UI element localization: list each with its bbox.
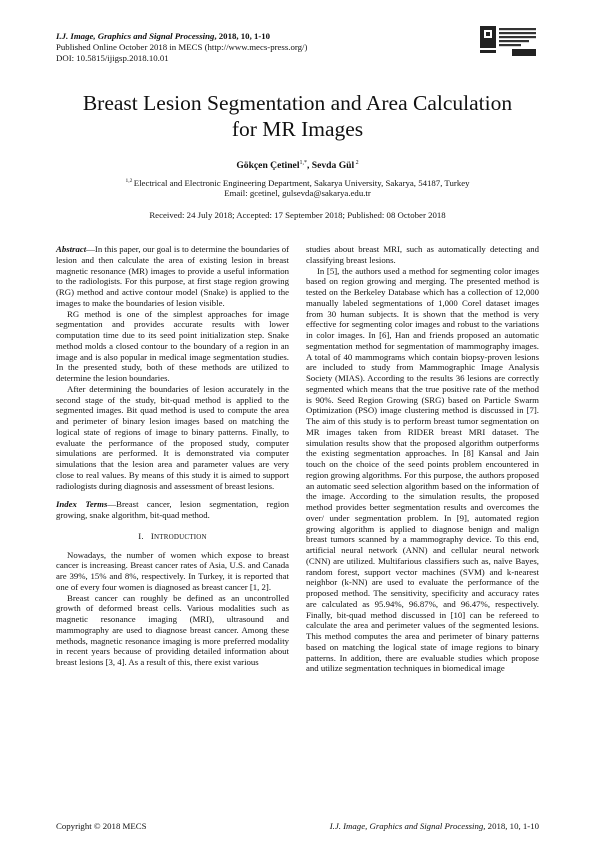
author-email: Email: gcetinel, gulsevda@sakarya.edu.tr bbox=[224, 188, 371, 198]
author-1-affil: 1,* bbox=[299, 160, 307, 166]
related-work-paragraph: In [5], the authors used a method for segmenting color images based on region growing and merging. The presented method is tested on the Berkeley Database which has a collection of 12,000 manually labeled segmentations of 1,000 Corel dataset images from 30 human subjects. It is shown that the method is very effective for segmenting color images and robust to the variations in color images. In [6], Han and friends proposed an automatic segmentation method for segmentation of mammography images. A total of 40 mammograms which contain biopsy-proven lesions are included to study from Mammographic Image Analysis Society (MIAS). According to the results 36 lesions are correctly segmented which means that the true positive rate of the method is 90%. Seed Region Growing (SRG) based on Particle Swarm Optimization (PSO) image clustering method is discussed in [7]. The aim of this study is to perform breast tumor segmentation on MR images taken from RIDER breast MRI dataset. The simulation results show that the proposed algorithm outperforms the existing segmentation approaches. In [8] Kansal and Jain touch on the choice of the seed points problem encountered in region growing algorithms. For this purpose, the authors proposed an automatic seed selection algorithm based on the information of the image. According to the simulation results, the proposed method provides better segmentation results and overcomes the over/ under segmentation problem. In [9], automated region growing algorithm is applied to diagnose benign and malign breast tumors scanned by a mammography device. To this end, artificial neural network (ANN) and cellular neural network (CNN) are utilized. Multifarious classifiers such as, naïve Bayes, random forest, support vector machines (SVM) and k-nearest neighbor (k-NN) are used to evaluate the performance of the proposed method. The sensitivity, specificity and accuracy rates are calculated as 95.94%, 96.87%, and 96.47%, respectively. Finally, bit-quad method discussed in [10] can be refereed to calculate the area and perimeter values of the segmented lesions. This method computes the area and perimeter of binary patterns based on matching the logical state of image regions to binary patterns. In addition, there are evaluable studies which propose and utilize segmentation techniques in biomedical image bbox=[306, 265, 539, 674]
section-title-initial: I bbox=[150, 530, 155, 541]
abstract-paragraph bbox=[56, 244, 289, 309]
section-title-rest: NTRODUCTION bbox=[154, 532, 207, 541]
affiliation-marker: 1,2 bbox=[125, 178, 134, 184]
section-numeral: I. bbox=[138, 530, 144, 541]
left-column bbox=[56, 244, 289, 668]
abstract-text-2: RG method is one of the simplest approaches for image segmentation and provides accurate results with lower computation time due to its seed point initialization step. Snake method molds a closed contour to the boundary of a region in an image and is also popular in medical image segmentation studies. In the presented study, both of these methods are utilized to determine the lesion boundaries. bbox=[56, 308, 289, 383]
index-terms-text: —Breast cancer, lesion segmentation, region growing, snake algorithm, bit-quad method. bbox=[56, 499, 289, 520]
footer-journal-issue: 2018, 10, 1-10 bbox=[485, 821, 539, 831]
index-terms-label: Index Terms bbox=[56, 499, 108, 510]
affiliation bbox=[60, 176, 535, 189]
intro-continued: studies about breast MRI, such as automatically detecting and classifying breast lesions. bbox=[306, 244, 539, 265]
author-separator: , bbox=[306, 160, 312, 172]
title-line-1: Breast Lesion Segmentation and Area Calculation bbox=[82, 91, 513, 115]
abstract-label: Abstract bbox=[56, 244, 87, 254]
author-list bbox=[60, 160, 535, 171]
intro-paragraph-2: Breast cancer can roughly be defined as an uncontrolled growth of deformed breast cells. Various modalities such as magnetic resonance imaging (MRI), ultrasound and mammography are used to diagnose breast cancer. Among these methods, magnetic resonance imaging is more preferred modality in recent years because of providing detailed information about breast lesions [3, 4]. As a result of this, there exist various bbox=[56, 592, 289, 667]
published-online: Published Online October 2018 in MECS (http://www.mecs-press.org/) bbox=[56, 42, 308, 52]
abstract-text-1: —In this paper, our goal is to determine the boundaries of lesion and then calculate the area of existing lesion in breast magnetic resonance (MR) images to provide a useful information to the radiologists. For this purpose, at first stage region growing (RG) method and active contour model (Snake) is applied to the images to make the boundaries of lesion visible. bbox=[56, 244, 289, 308]
affiliation-text: Electrical and Electronic Engineering Department, Sakarya University, Sakarya, 54187, Turkey bbox=[133, 177, 470, 188]
section-heading-introduction bbox=[56, 531, 289, 543]
title-line-2: for MR Images bbox=[231, 117, 364, 141]
footer-journal-name: I.J. Image, Graphics and Signal Processing, bbox=[329, 821, 486, 831]
journal-issue: , 2018, 10, 1-10 bbox=[214, 31, 271, 41]
footer-copyright: Copyright © 2018 MECS bbox=[56, 821, 147, 831]
intro-paragraph-1: Nowadays, the number of women which expose to breast cancer is increasing. Breast cancer rates of Asia, U.S. and Canada are 39%, 15% and 8%, respectively. In Turkey, it is reported that one of every four women is diagnosed as breast cancer [1, 2]. bbox=[56, 549, 289, 592]
journal-header bbox=[56, 31, 456, 64]
paper-title bbox=[40, 90, 555, 142]
submission-dates: Received: 24 July 2018; Accepted: 17 September 2018; Published: 08 October 2018 bbox=[149, 210, 446, 220]
index-terms bbox=[56, 499, 289, 521]
footer-journal bbox=[299, 821, 539, 831]
right-column bbox=[306, 244, 539, 674]
doi: DOI: 10.5815/ijigsp.2018.10.01 bbox=[56, 53, 169, 63]
journal-citation bbox=[56, 31, 456, 42]
journal-name: I.J. Image, Graphics and Signal Processing bbox=[56, 31, 215, 41]
mecs-logo bbox=[478, 24, 538, 66]
abstract-text-3: After determining the boundaries of lesion accurately in the second stage of the study, bit-quad method is applied to the segmented images. Bit quad method is used to compute the area and perimeter of binary lesion images based on matching the logical state of regions of image to binary patterns. Finally, to evaluate the performance of the proposed study, computer simulations are performed. It is demonstrated via computer simulations that the lesion area and parameter values are very close to real values. By means of this study it is aimed to support radiologists during diagnosis and assessment of breast lesions. bbox=[56, 383, 289, 491]
author-1: Gökçen Çetinel bbox=[236, 160, 300, 172]
author-2: Sevda Gül bbox=[311, 160, 355, 172]
author-2-affil: 2 bbox=[354, 160, 359, 166]
